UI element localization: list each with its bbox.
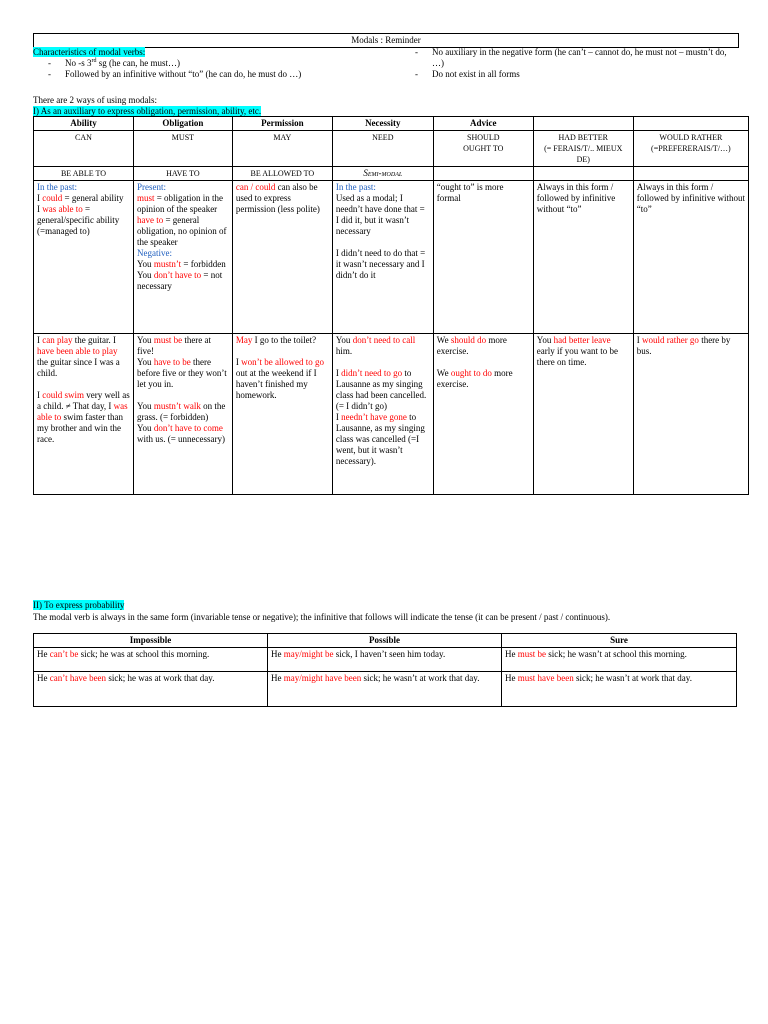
probability-table [33, 633, 737, 707]
modal-must: MUST [133, 131, 232, 167]
alt-be-able-to: BE ABLE TO [34, 167, 134, 181]
modal-can: CAN [34, 131, 134, 167]
modals-table [33, 116, 749, 495]
header-ability: Ability [34, 117, 134, 131]
example-should: We should do more exercise. We ought to do more exercise. [433, 334, 533, 495]
header-empty [533, 117, 633, 131]
characteristic-item: - No -s 3rd sg (he can, he must…) [33, 58, 413, 69]
example-ability: I can play the guitar. I have been able to play the guitar since I was a child. I could swim very well as a child. ≠ That day, I was able to swim faster than my brother and win the race. [34, 334, 134, 495]
section2-note: The modal verb is always in the same form (invariable tense or negative); the infinitive that follows will indicate the tense (it can be present / past / continuous). [33, 612, 611, 622]
characteristics-left [33, 47, 413, 80]
header-empty [633, 117, 748, 131]
probability-cell: He can’t be sick; he was at school this morning. [34, 648, 268, 672]
characteristic-item: - No auxiliary in the negative form (he can’t – cannot do, he must not – mustn’t do, …) [400, 47, 740, 69]
usage-obligation: Present: must = obligation in the opinion of the speaker have to = general obligation, no opinion of the speaker Negative: You mustn’t = forbidden You don’t have to = not necessary [133, 181, 232, 334]
usage-permission: can / could can also be used to express permission (less polite) [232, 181, 332, 334]
example-had-better: You had better leave early if you want to be there on time. [533, 334, 633, 495]
modal-may: MAY [232, 131, 332, 167]
alt-semi-modal: Semi-modal [332, 167, 433, 181]
alt-be-allowed-to: BE ALLOWED TO [232, 167, 332, 181]
page-title: Modals : Reminder [351, 35, 421, 45]
header-possible: Possible [268, 634, 502, 648]
usage-necessity: In the past: Used as a modal; I needn’t have done that = I did it, but it wasn’t necessary I didn’t need to do that = it wasn’t necessary and I didn’t do it [332, 181, 433, 334]
section1-heading: I) As an auxiliary to express obligation, permission, ability, etc. [33, 106, 262, 116]
characteristic-item: - Do not exist in all forms [400, 69, 740, 80]
example-necessity: You don’t need to call him. I didn’t need to go to Lausanne as my singing class had been cancelled. (= I didn’t go) I needn’t have gone to Lausanne, as my singing class was cancelled (=I went, but it wasn’t necessary). [332, 334, 433, 495]
probability-cell: He may/might have been sick; he wasn’t at work that day. [268, 672, 502, 707]
header-impossible: Impossible [34, 634, 268, 648]
usage-ability: In the past: I could = general ability I was able to = general/specific ability (=managed to) [34, 181, 134, 334]
modal-should: SHOULD OUGHT TO [433, 131, 533, 167]
header-permission: Permission [232, 117, 332, 131]
example-obligation: You must be there at five! You have to be there before five or they won’t let you in. You mustn’t walk on the grass. (= forbidden) You don’t have to come with us. (= unnecessary) [133, 334, 232, 495]
example-permission: May I go to the toilet? I won’t be allowed to go out at the weekend if I haven’t finished my homework. [232, 334, 332, 495]
usage-had-better: Always in this form / followed by infinitive without “to” [533, 181, 633, 334]
probability-cell: He may/might be sick, I haven’t seen him today. [268, 648, 502, 672]
probability-cell: He can’t have been sick; he was at work that day. [34, 672, 268, 707]
usage-should: “ought to” is more formal [433, 181, 533, 334]
probability-cell: He must be sick; he wasn’t at school this morning. [502, 648, 737, 672]
modal-need: NEED [332, 131, 433, 167]
two-ways-intro: There are 2 ways of using modals: [33, 95, 157, 105]
characteristic-item: - Followed by an infinitive without “to” (he can do, he must do …) [33, 69, 413, 80]
probability-cell: He must have been sick; he wasn’t at work that day. [502, 672, 737, 707]
header-obligation: Obligation [133, 117, 232, 131]
header-advice: Advice [433, 117, 533, 131]
section2-heading: II) To express probability [33, 600, 125, 610]
usage-would-rather: Always in this form / followed by infinitive without “to” [633, 181, 748, 334]
alt-have-to: HAVE TO [133, 167, 232, 181]
page-title-box [33, 33, 739, 48]
header-sure: Sure [502, 634, 737, 648]
header-necessity: Necessity [332, 117, 433, 131]
characteristics-right [400, 47, 740, 80]
modal-had-better: HAD BETTER (= FERAIS/T/.. MIEUX DE) [533, 131, 633, 167]
modal-would-rather: WOULD RATHER (=PREFERERAIS/T/…) [633, 131, 748, 167]
characteristics-heading: Characteristics of modal verbs: [33, 47, 146, 57]
example-would-rather: I would rather go there by bus. [633, 334, 748, 495]
